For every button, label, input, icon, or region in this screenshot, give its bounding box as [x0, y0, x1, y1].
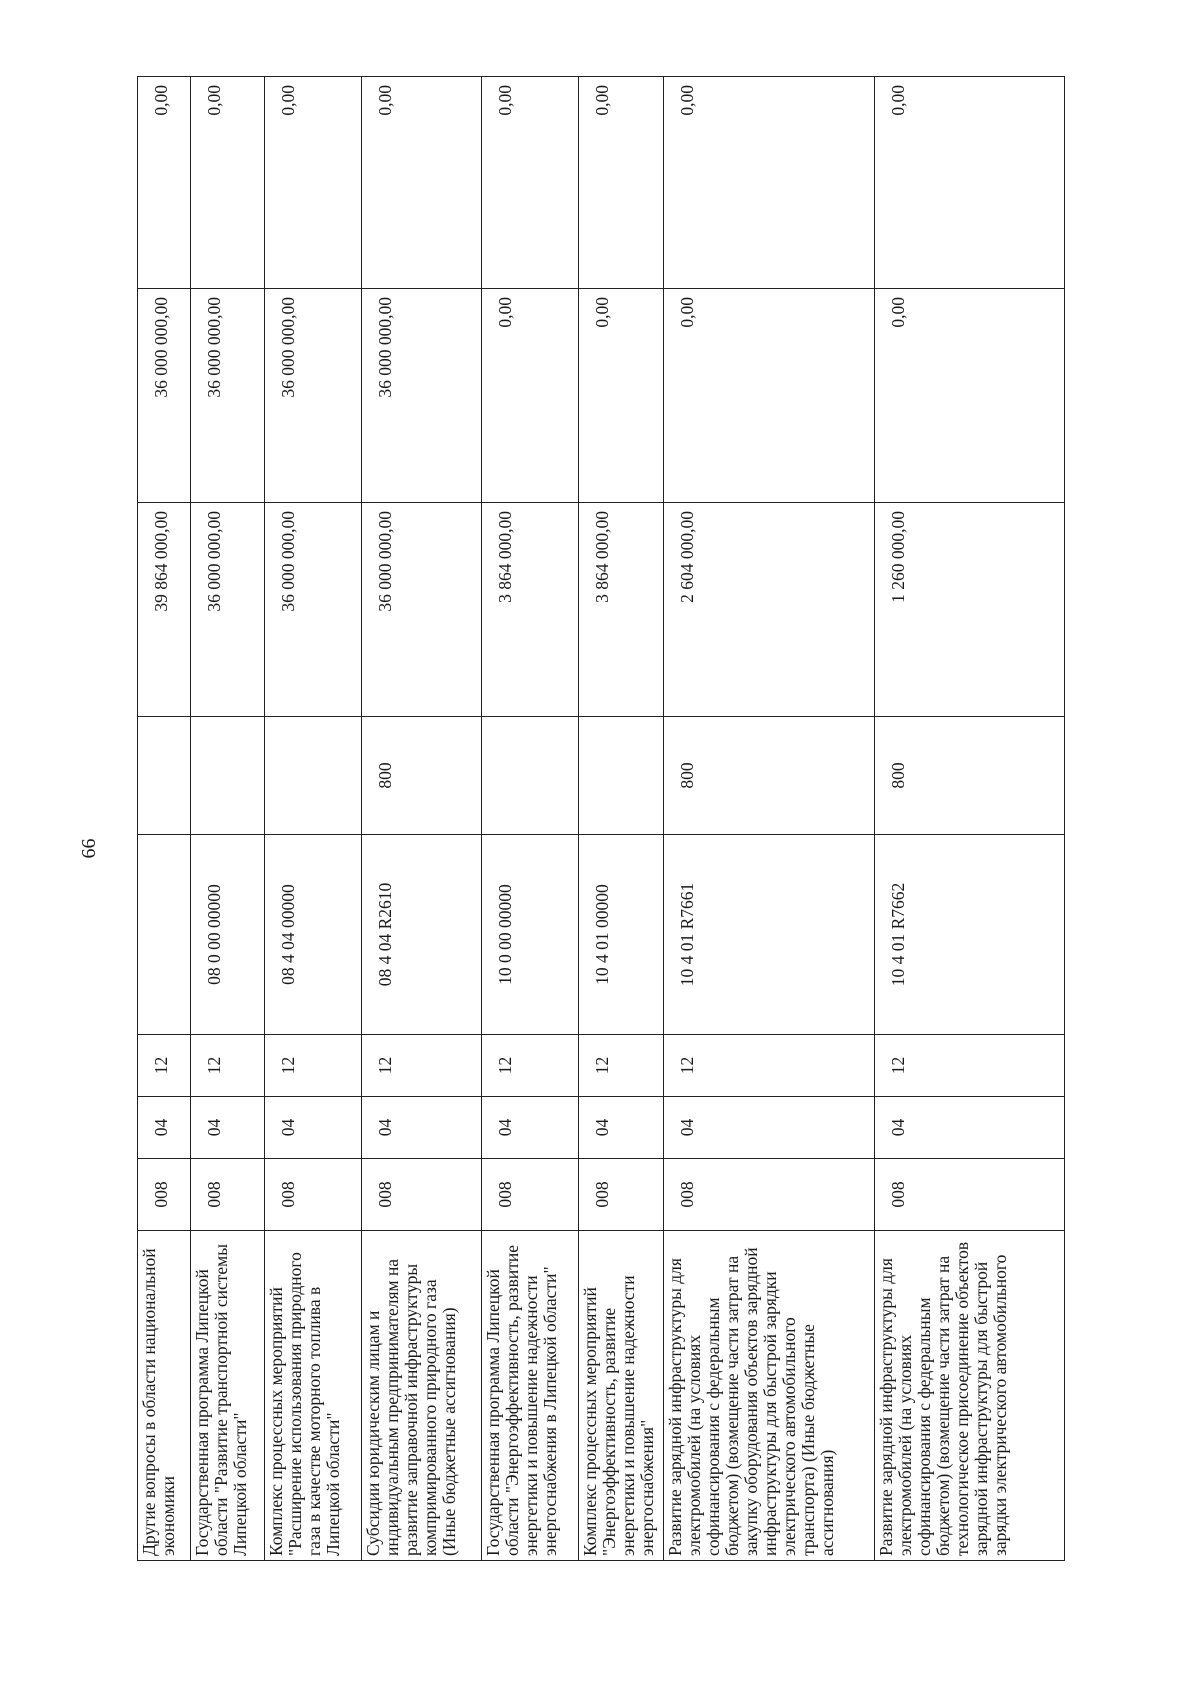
cell-expense	[138, 717, 191, 835]
cell-sum3: 0,00	[138, 77, 191, 289]
cell-sum1: 39 864 000,00	[138, 503, 191, 717]
cell-sum2: 0,00	[875, 289, 1065, 503]
cell-subsection: 12	[578, 1035, 663, 1097]
cell-expense	[578, 717, 663, 835]
cell-sum2: 0,00	[481, 289, 578, 503]
cell-section: 04	[481, 1097, 578, 1159]
cell-target: 10 4 01 R7662	[875, 835, 1065, 1035]
cell-target: 08 4 04 00000	[264, 835, 361, 1035]
cell-section: 04	[264, 1097, 361, 1159]
cell-expense	[190, 717, 264, 835]
cell-sum1: 3 864 000,00	[578, 503, 663, 717]
table-body	[138, 77, 1065, 1561]
cell-ministry: 008	[138, 1159, 191, 1231]
cell-target: 10 4 01 R7661	[664, 835, 875, 1035]
cell-name: Субсидии юридическим лицам и индивидуальным предпринимателям на развитие заправочной инфраструктуры компримированного природного газа (Иные бюджетные ассигнования)	[361, 1231, 481, 1561]
cell-ministry: 008	[361, 1159, 481, 1231]
page-number: 66	[78, 838, 100, 859]
cell-subsection: 12	[664, 1035, 875, 1097]
cell-sum3: 0,00	[664, 77, 875, 289]
cell-sum2: 0,00	[578, 289, 663, 503]
cell-ministry: 008	[875, 1159, 1065, 1231]
cell-sum1: 1 260 000,00	[875, 503, 1065, 717]
cell-sum3: 0,00	[875, 77, 1065, 289]
cell-subsection: 12	[361, 1035, 481, 1097]
cell-sum3: 0,00	[578, 77, 663, 289]
cell-subsection: 12	[875, 1035, 1065, 1097]
cell-expense: 800	[664, 717, 875, 835]
cell-section: 04	[875, 1097, 1065, 1159]
cell-sum2: 36 000 000,00	[138, 289, 191, 503]
cell-ministry: 008	[578, 1159, 663, 1231]
cell-expense: 800	[875, 717, 1065, 835]
cell-sum2: 0,00	[664, 289, 875, 503]
cell-target: 10 0 00 00000	[481, 835, 578, 1035]
cell-name: Государственная программа Липецкой области "Развитие транспортной системы Липецкой области"	[190, 1231, 264, 1561]
cell-sum1: 3 864 000,00	[481, 503, 578, 717]
budget-table	[137, 76, 1065, 1561]
cell-sum3: 0,00	[481, 77, 578, 289]
cell-sum3: 0,00	[361, 77, 481, 289]
cell-target: 08 0 00 00000	[190, 835, 264, 1035]
cell-subsection: 12	[138, 1035, 191, 1097]
cell-section: 04	[664, 1097, 875, 1159]
cell-subsection: 12	[190, 1035, 264, 1097]
cell-sum2: 36 000 000,00	[264, 289, 361, 503]
cell-expense	[481, 717, 578, 835]
cell-sum2: 36 000 000,00	[190, 289, 264, 503]
cell-section: 04	[138, 1097, 191, 1159]
cell-name: Комплекс процессных мероприятий "Энергоэффективность, развитие энергетики и повышение надежности энергоснабжения"	[578, 1231, 663, 1561]
cell-subsection: 12	[481, 1035, 578, 1097]
cell-name: Государственная программа Липецкой области "Энергоэффективность, развитие энергетики и повышение надежности энергоснабжения в Липецкой области"	[481, 1231, 578, 1561]
cell-sum3: 0,00	[264, 77, 361, 289]
cell-sum1: 36 000 000,00	[190, 503, 264, 717]
cell-sum3: 0,00	[190, 77, 264, 289]
cell-section: 04	[578, 1097, 663, 1159]
cell-sum1: 2 604 000,00	[664, 503, 875, 717]
cell-expense	[264, 717, 361, 835]
cell-name: Развитие зарядной инфраструктуры для электромобилей (на условиях софинансирования с федеральным бюджетом) (возмещение части затрат на закупку оборудования объектов зарядной инфраструктуры для быстрой зарядки электрического автомобильного транспорта) (Иные бюджетные ассигнования)	[664, 1231, 875, 1561]
cell-name: Комплекс процессных мероприятий "Расширение использования природного газа в качестве моторного топлива в Липецкой области"	[264, 1231, 361, 1561]
cell-sum1: 36 000 000,00	[361, 503, 481, 717]
cell-expense: 800	[361, 717, 481, 835]
cell-ministry: 008	[264, 1159, 361, 1231]
cell-sum2: 36 000 000,00	[361, 289, 481, 503]
cell-subsection: 12	[264, 1035, 361, 1097]
cell-target	[138, 835, 191, 1035]
cell-section: 04	[190, 1097, 264, 1159]
cell-ministry: 008	[190, 1159, 264, 1231]
cell-target: 10 4 01 00000	[578, 835, 663, 1035]
cell-sum1: 36 000 000,00	[264, 503, 361, 717]
cell-name: Другие вопросы в области национальной экономики	[138, 1231, 191, 1561]
cell-section: 04	[361, 1097, 481, 1159]
cell-target: 08 4 04 R2610	[361, 835, 481, 1035]
cell-ministry: 008	[481, 1159, 578, 1231]
cell-name: Развитие зарядной инфраструктуры для электромобилей (на условиях софинансирования с федеральным бюджетом) (возмещение части затрат на технологическое присоединение объектов зарядной инфраструктуры для быстрой зарядки электрического автомобильного	[875, 1231, 1065, 1561]
cell-ministry: 008	[664, 1159, 875, 1231]
